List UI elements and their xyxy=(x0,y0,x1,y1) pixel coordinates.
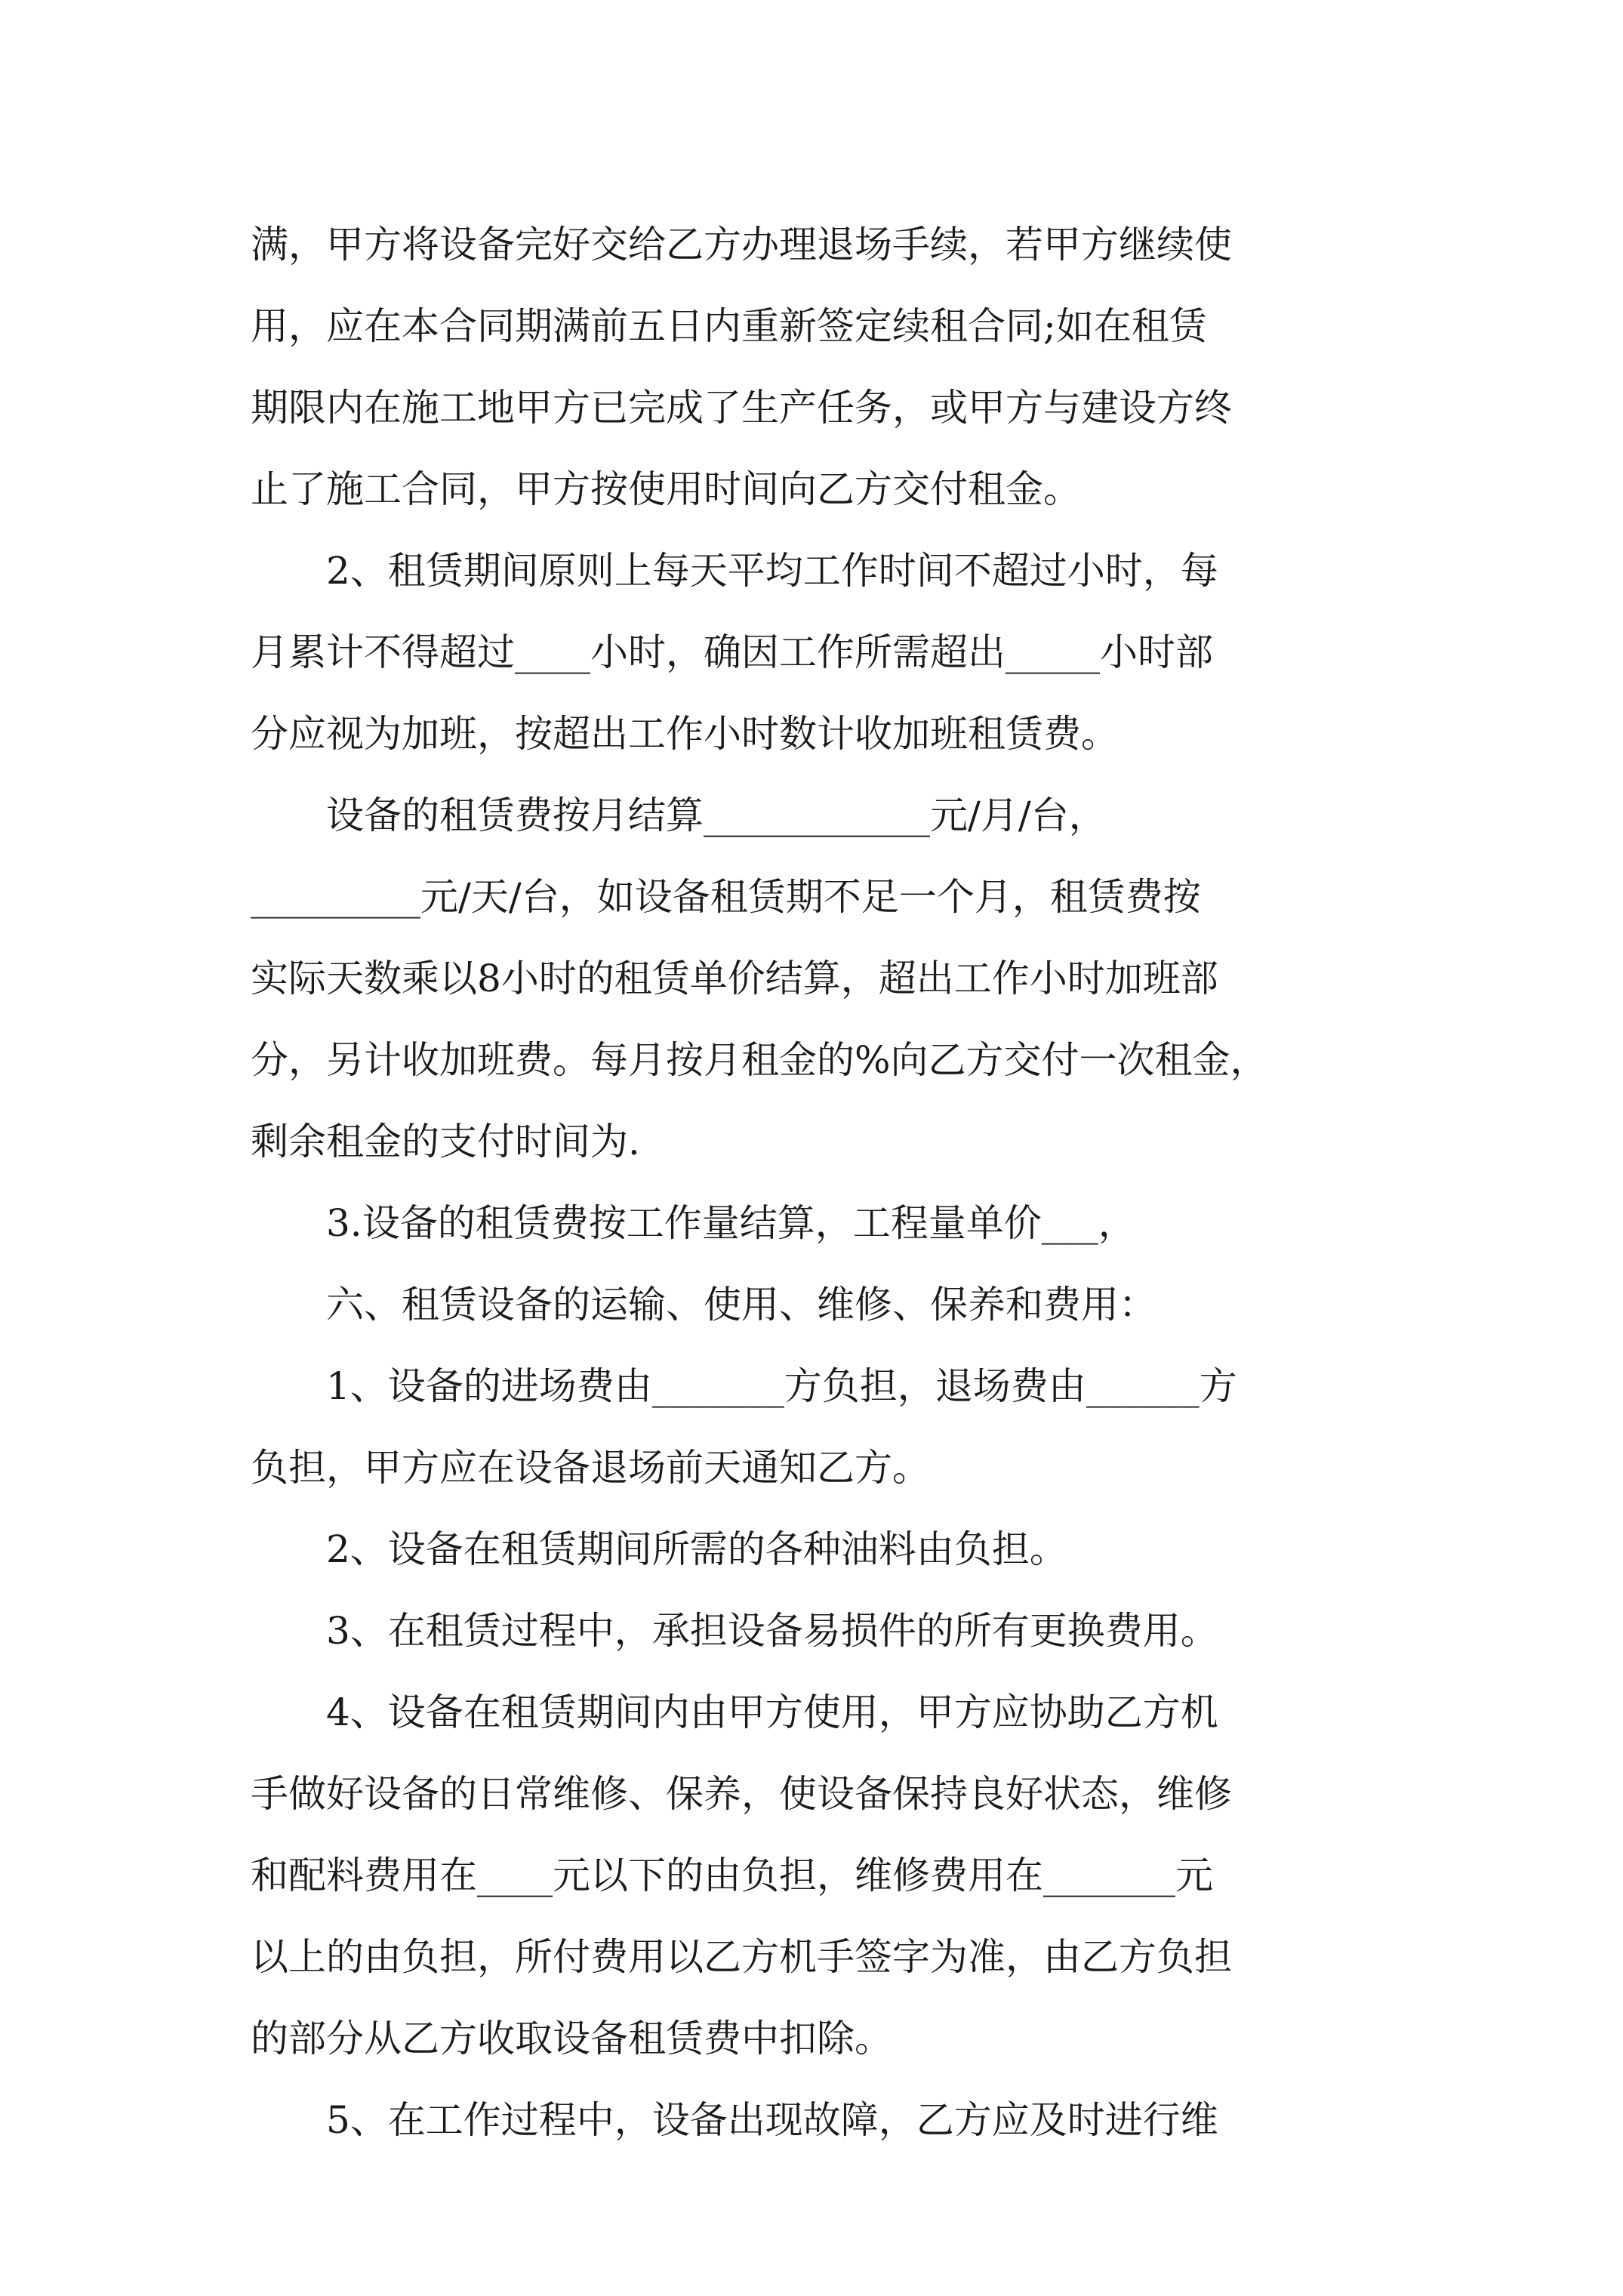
text-line: 和配料费用在____元以下的由负担，维修费用在_______元 xyxy=(251,1854,1213,1897)
text-line: 1、设备的进场费由_______方负担，退场费由______方 xyxy=(251,1364,1237,1408)
text-line: 满，甲方将设备完好交给乙方办理退场手续，若甲方继续使 xyxy=(251,223,1232,267)
section-heading: 六、租赁设备的运输、使用、维修、保养和费用： xyxy=(251,1283,1156,1327)
text-line: 2、租赁期间原则上每天平均工作时间不超过小时，每 xyxy=(251,549,1218,593)
contract-body-text xyxy=(251,204,1383,2161)
text-line: 月累计不得超过____小时，确因工作所需超出_____小时部 xyxy=(251,630,1213,674)
text-line: 3.设备的租赁费按工作量结算，工程量单价___， xyxy=(251,1201,1136,1245)
text-line: 3、在租赁过程中，承担设备易损件的所有更换费用。 xyxy=(251,1609,1218,1653)
text-line: 剩余租金的支付时间为. xyxy=(251,1120,640,1163)
text-line: 以上的由负担，所付费用以乙方机手签字为准，由乙方负担 xyxy=(251,1935,1232,1979)
text-line: _________元/天/台，如设备租赁期不足一个月，租赁费按 xyxy=(251,875,1201,919)
text-line: 设备的租赁费按月结算____________元/月/台， xyxy=(251,794,1107,837)
text-line: 用，应在本合同期满前五日内重新签定续租合同;如在租赁 xyxy=(251,304,1207,348)
text-line: 负担，甲方应在设备退场前天通知乙方。 xyxy=(251,1446,930,1490)
text-line: 分，另计收加班费。每月按月租金的%向乙方交付一次租金， xyxy=(251,1038,1268,1082)
text-line: 止了施工合同，甲方按使用时间向乙方交付租金。 xyxy=(251,467,1081,511)
text-line: 5、在工作过程中，设备出现故障，乙方应及时进行维 xyxy=(251,2098,1218,2142)
text-line: 4、设备在租赁期间内由甲方使用，甲方应协助乙方机 xyxy=(251,1690,1218,1734)
text-line: 分应视为加班，按超出工作小时数计收加班租赁费。 xyxy=(251,712,1119,756)
text-line: 实际天数乘以8小时的租赁单价结算，超出工作小时加班部 xyxy=(251,957,1218,1000)
text-line: 期限内在施工地甲方已完成了生产任务，或甲方与建设方终 xyxy=(251,386,1232,430)
text-line: 2、设备在租赁期间所需的各种油料由负担。 xyxy=(251,1527,1067,1571)
text-line: 的部分从乙方收取设备租赁费中扣除。 xyxy=(251,2017,892,2060)
text-line: 手做好设备的日常维修、保养，使设备保持良好状态，维修 xyxy=(251,1772,1232,1816)
